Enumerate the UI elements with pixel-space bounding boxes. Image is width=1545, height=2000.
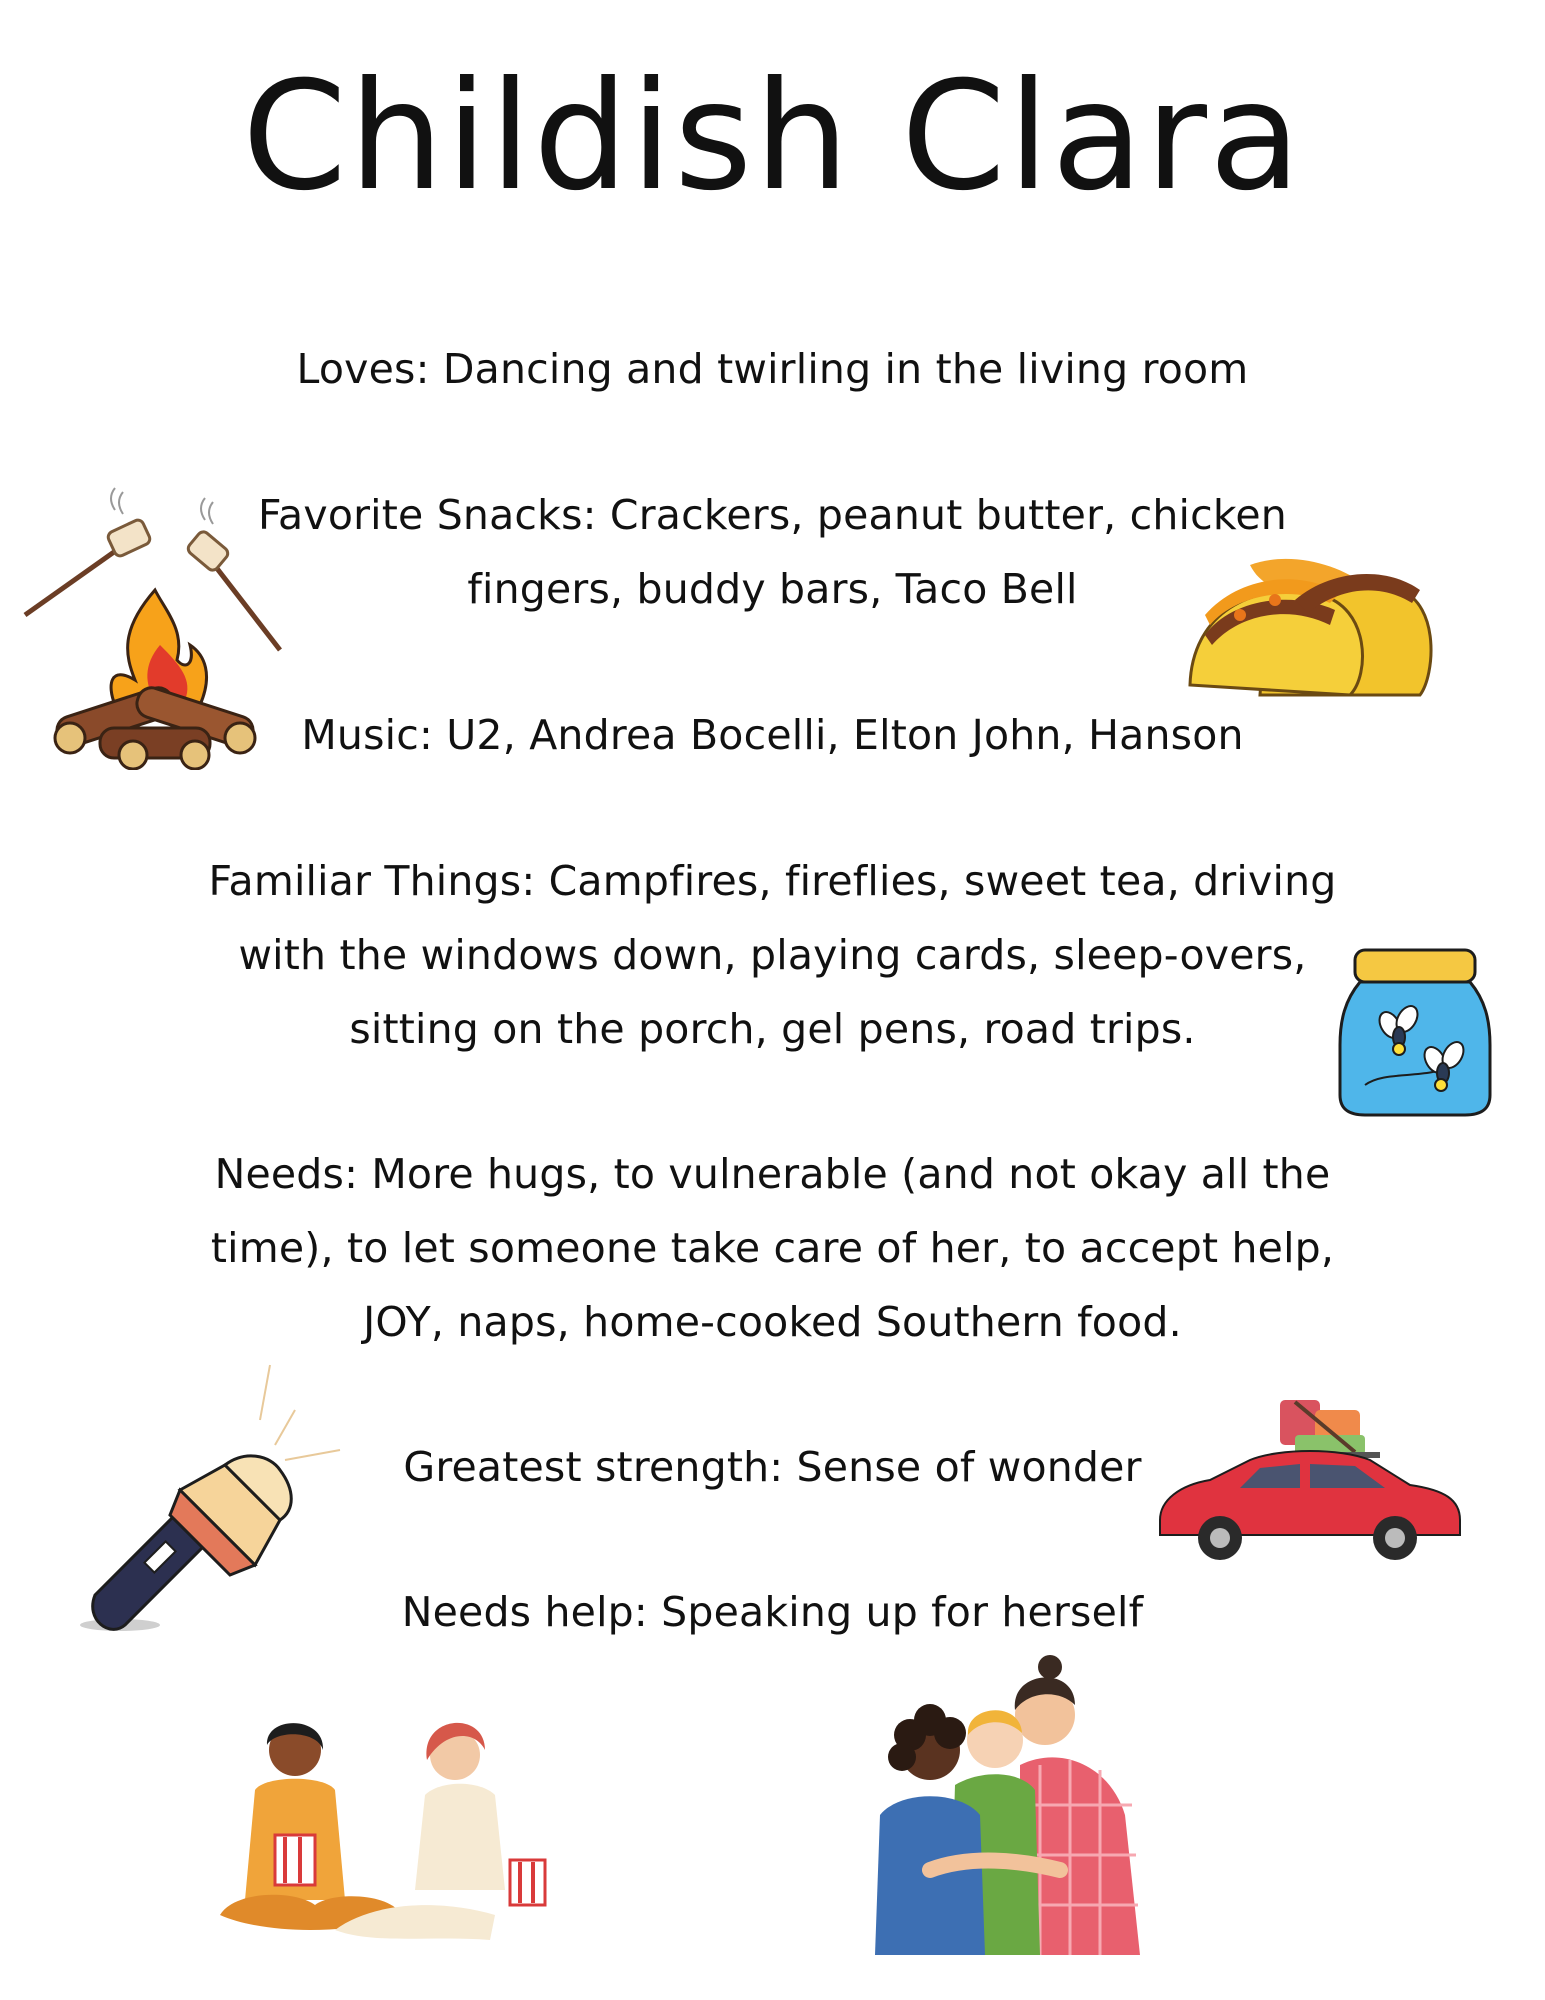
music-text: Music: U2, Andrea Bocelli, Elton John, Hanson bbox=[301, 711, 1244, 759]
needs-text: Needs: More hugs, to vulnerable (and not okay all the time), to let someone take care of her, to accept help, JOY, naps, home-cooked Southern food. bbox=[210, 1150, 1335, 1346]
page-title: Childish Clara bbox=[242, 50, 1303, 224]
snacks-text: Favorite Snacks: Crackers, peanut butter, chicken fingers, buddy bars, Taco Bell bbox=[258, 491, 1287, 613]
needs-help-text: Needs help: Speaking up for herself bbox=[401, 1588, 1144, 1636]
campfire-icon bbox=[15, 480, 285, 770]
group-hug-icon bbox=[870, 1655, 1160, 1965]
car-icon bbox=[1150, 1390, 1470, 1570]
taco-icon bbox=[1180, 545, 1440, 715]
flashlight-icon bbox=[70, 1350, 350, 1650]
familiar-things-text: Familiar Things: Campfires, fireflies, sweet tea, driving with the windows down, playing cards, sleep-overs, sitting on the porch, gel pens, road trips. bbox=[208, 857, 1337, 1053]
loves-text: Loves: Dancing and twirling in the living room bbox=[296, 345, 1249, 393]
firefly-jar-icon bbox=[1335, 945, 1495, 1120]
greatest-strength-text: Greatest strength: Sense of wonder bbox=[403, 1443, 1142, 1491]
sleepover-friends-icon bbox=[205, 1700, 585, 1960]
